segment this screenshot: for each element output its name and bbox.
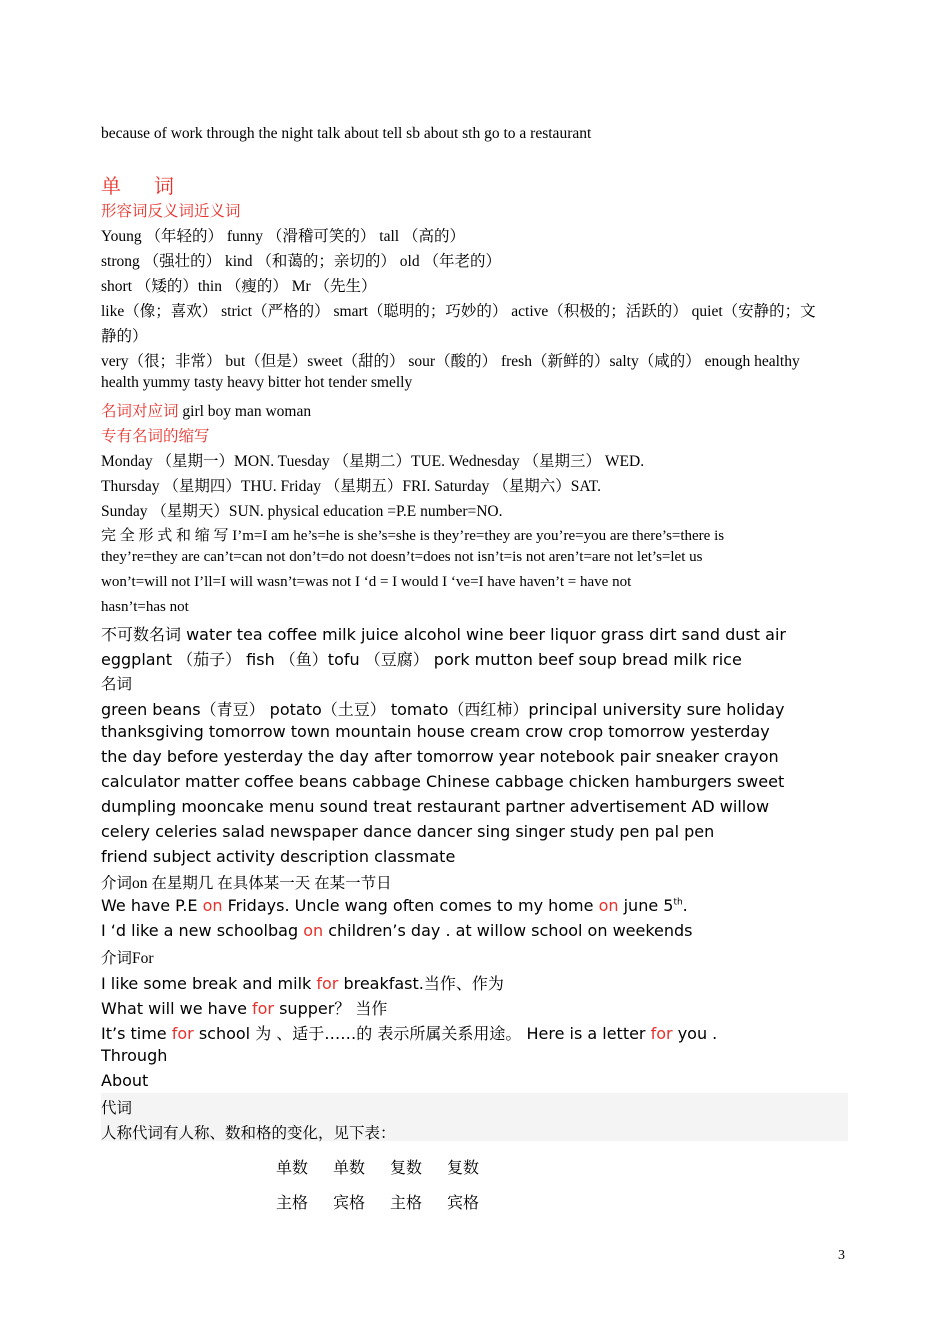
example-text: breakfast.当作、作为	[338, 974, 504, 993]
adj-line: like（像；喜欢） strict（严格的） smart（聪明的；巧妙的） active（积极的；活跃的） quiet（安静的；文	[101, 303, 816, 320]
adj-heading: 形容词反义词近义词	[101, 203, 241, 220]
example-text: Fridays. Uncle wang often comes to my home	[222, 896, 599, 915]
uncountable-line: 不可数名词 water tea coffee milk juice alcohol wine beer liquor grass dirt sand dust air	[101, 625, 786, 644]
noun-line: calculator matter coffee beans cabbage Chinese cabbage chicken hamburgers sweet	[101, 772, 785, 791]
highlight-word: on	[202, 896, 223, 915]
example-for-2	[101, 996, 847, 1019]
abbr-line: Sunday （星期天）SUN. physical education =P.E number=NO.	[101, 503, 503, 520]
example-text: It’s time	[101, 1024, 172, 1043]
example-text: .	[682, 896, 688, 915]
highlight-word: on	[598, 896, 619, 915]
abbr-heading: 专有名词的缩写	[101, 428, 210, 445]
highlight-word: for	[316, 974, 339, 993]
contraction-line: won’t=will not I’ll=I will wasn’t=was not I ‘d = I would I ‘ve=I have haven’t = have not	[101, 574, 632, 590]
adj-line: strong （强壮的） kind （和蔼的；亲切的） old （年老的）	[101, 253, 501, 270]
table-cell: 单数	[333, 1160, 366, 1177]
noun-line: dumpling mooncake menu sound treat restaurant partner advertisement AD willow	[101, 797, 770, 816]
example-on-2	[101, 921, 847, 940]
page-number: 3	[838, 1248, 845, 1263]
pronoun-table-header-row	[276, 1155, 504, 1178]
through-label: Through	[101, 1046, 168, 1065]
noun-pair-line	[101, 399, 847, 421]
section-title: 单 词	[101, 176, 188, 198]
noun-pair-words: girl boy man woman	[178, 403, 312, 420]
uncountable-line: eggplant （茄子） fish （鱼）tofu （豆腐） pork mutton beef soup bread milk rice	[101, 650, 742, 669]
table-cell: 宾格	[333, 1195, 366, 1212]
contraction-line: they’re=they are can’t=can not don’t=do not doesn’t=does not isn’t=is not aren’t=are not let’s=let us	[101, 549, 703, 565]
adj-line: Young （年轻的） funny （滑稽可笑的） tall （高的）	[101, 228, 465, 245]
noun-heading: 名词	[101, 676, 133, 693]
contraction-line: 完 全 形 式 和 缩 写 I’m=I am he’s=he is she’s=she is they’re=they are you’re=you are there’s=there is	[101, 528, 725, 544]
highlight-word: for	[171, 1024, 194, 1043]
example-text: I like some break and milk	[101, 974, 317, 993]
example-on-1	[101, 896, 847, 915]
noun-line: celery celeries salad newspaper dance dancer sing singer study pen pal pen	[101, 822, 715, 841]
table-cell: 复数	[390, 1160, 423, 1177]
table-cell: 主格	[390, 1195, 423, 1212]
noun-line: the day before yesterday the day after tomorrow year notebook pair sneaker crayon	[101, 747, 779, 766]
adj-line: 静的）	[101, 328, 148, 345]
highlight-word: on	[303, 921, 324, 940]
pronoun-table-case-row	[276, 1190, 504, 1213]
adj-line: short （矮的）thin （瘦的） Mr （先生）	[101, 278, 377, 295]
noun-pair-label: 名词对应词	[101, 403, 179, 420]
example-text: What will we have	[101, 999, 252, 1018]
noun-line: friend subject activity description classmate	[101, 847, 456, 866]
contraction-line: hasn’t=has not	[101, 599, 189, 615]
table-cell: 宾格	[447, 1195, 480, 1212]
example-text: school 为 、适于……的 表示所属关系用途。 Here is a letter	[193, 1024, 651, 1043]
table-cell: 主格	[276, 1195, 309, 1212]
example-text: supper？ 当作	[274, 999, 388, 1018]
abbr-line: Monday （星期一）MON. Tuesday （星期二）TUE. Wednesday （星期三） WED.	[101, 453, 645, 470]
table-cell: 复数	[447, 1160, 480, 1177]
table-cell: 单数	[276, 1160, 309, 1177]
noun-line: thanksgiving tomorrow town mountain house cream crow crop tomorrow yesterday	[101, 722, 770, 741]
example-text: I ‘d like a new schoolbag	[101, 921, 304, 940]
phrase-line: because of work through the night talk about tell sb about sth go to a restaurant	[101, 125, 592, 142]
pronoun-heading: 代词	[101, 1100, 133, 1117]
example-for-3	[101, 1021, 847, 1044]
example-text: We have P.E	[101, 896, 203, 915]
highlight-word: for	[252, 999, 274, 1018]
adj-line: health yummy tasty heavy bitter hot tender smelly	[101, 374, 413, 391]
example-text: june 5	[618, 896, 674, 915]
prep-for-heading: 介词For	[101, 950, 154, 967]
noun-line: green beans（青豆） potato（土豆） tomato（西红柿）principal university sure holiday	[101, 700, 785, 719]
prep-on-heading: 介词on 在星期几 在具体某一天 在某一节日	[101, 875, 392, 892]
superscript: th	[673, 897, 683, 908]
example-text: children’s day . at willow school on weekends	[323, 921, 693, 940]
example-for-1	[101, 971, 847, 994]
example-text: you .	[672, 1024, 718, 1043]
abbr-line: Thursday （星期四）THU. Friday （星期五）FRI. Saturday （星期六）SAT.	[101, 478, 601, 495]
highlight-word: for	[650, 1024, 673, 1043]
adj-line: very（很；非常） but（但是）sweet（甜的） sour（酸的） fresh（新鲜的）salty（咸的） enough healthy	[101, 353, 800, 370]
pronoun-description: 人称代词有人称、数和格的变化，见下表：	[101, 1125, 396, 1142]
about-label: About	[101, 1071, 149, 1090]
